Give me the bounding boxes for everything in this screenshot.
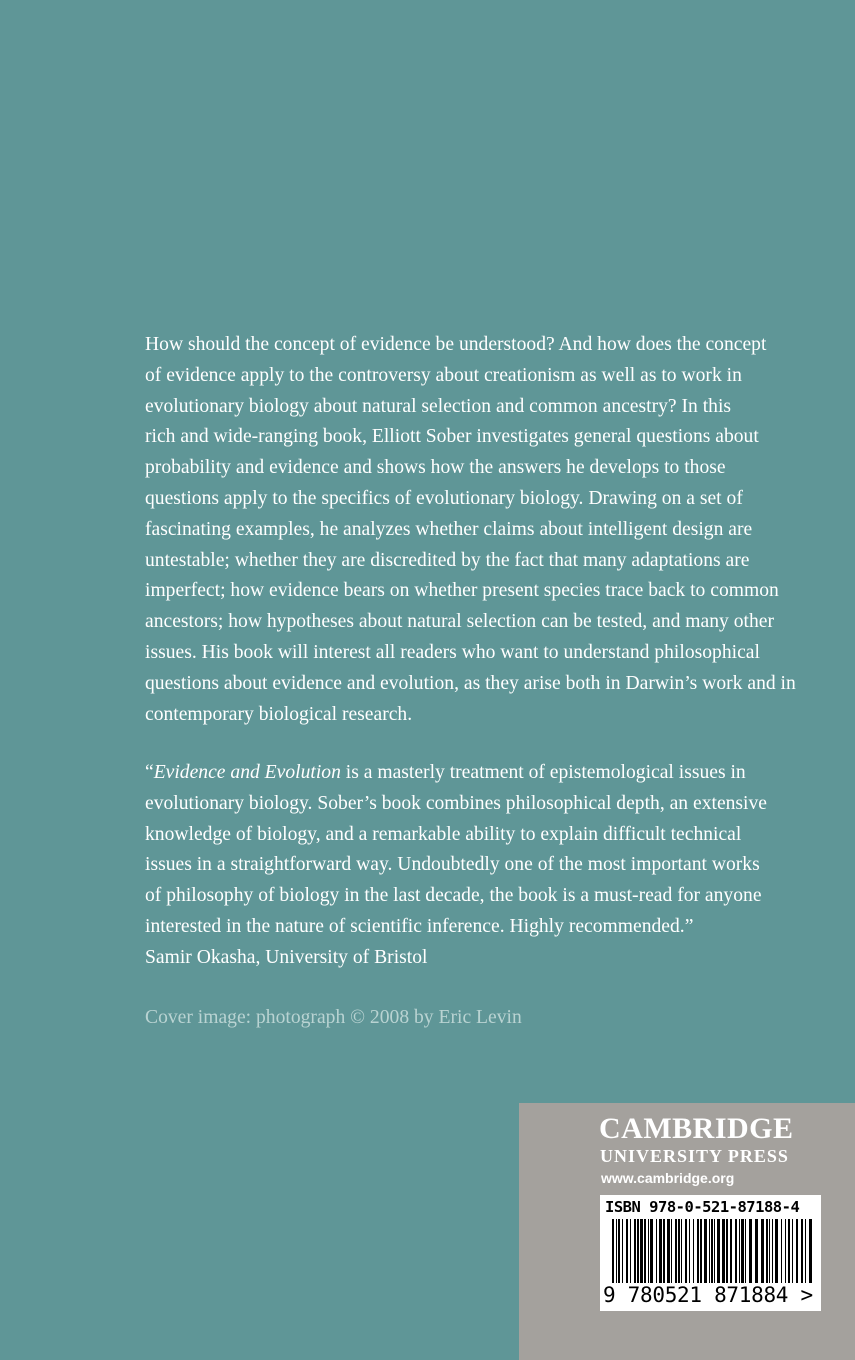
barcode-digits: 9 780521 871884 > xyxy=(603,1283,813,1307)
barcode-bar xyxy=(650,1219,653,1283)
barcode-bar xyxy=(726,1219,728,1283)
barcode-bar xyxy=(622,1219,623,1283)
barcode-bar xyxy=(735,1219,737,1283)
barcode-bar xyxy=(704,1219,707,1283)
barcode-bar xyxy=(663,1219,665,1283)
barcode-bar xyxy=(730,1219,732,1283)
barcode-bar xyxy=(697,1219,699,1283)
barcode-bar xyxy=(788,1219,790,1283)
barcode-bar xyxy=(700,1219,702,1283)
barcode-bar xyxy=(766,1219,768,1283)
barcode-bar xyxy=(685,1219,687,1283)
barcode-bar xyxy=(745,1219,746,1283)
blurb-line: questions about evidence and evolution, as they arise both in Darwin’s work and in xyxy=(145,672,796,694)
isbn-number: ISBN 978-0-521-87188-4 xyxy=(605,1198,800,1216)
barcode-bar xyxy=(809,1219,812,1283)
blurb-line: How should the concept of evidence be understood? And how does the concept xyxy=(145,334,767,355)
barcode-bar xyxy=(634,1219,636,1283)
barcode-bar xyxy=(618,1219,620,1283)
barcode-bar xyxy=(671,1219,672,1283)
publisher-name: CAMBRIDGE xyxy=(599,1112,794,1145)
barcode-bar xyxy=(612,1219,614,1283)
barcode-bar xyxy=(689,1219,690,1283)
barcode-bar xyxy=(630,1219,631,1283)
barcode-bar xyxy=(722,1219,725,1283)
barcode-icon xyxy=(612,1219,812,1283)
barcode-bar xyxy=(667,1219,670,1283)
barcode-bar xyxy=(678,1219,680,1283)
blurb-line: probability and evidence and shows how the answers he develops to those xyxy=(145,457,726,479)
quote-open-mark: “ xyxy=(145,762,154,783)
barcode-bar xyxy=(714,1219,715,1283)
quote-first-line xyxy=(145,758,845,789)
blurb-line: issues. His book will interest all readers who want to understand philosophical xyxy=(145,641,760,663)
barcode-bar xyxy=(675,1219,677,1283)
barcode-bar xyxy=(626,1219,628,1283)
barcode-bar xyxy=(739,1219,740,1283)
blurb-line: evolutionary biology about natural selection and common ancestry? In this xyxy=(145,395,732,417)
publisher-panel xyxy=(519,1103,855,1360)
barcode-label xyxy=(600,1195,821,1311)
barcode-bar xyxy=(693,1219,694,1283)
barcode-bar xyxy=(755,1219,758,1283)
blurb-line: imperfect; how evidence bears on whether present species trace back to common xyxy=(145,580,779,602)
barcode-bar xyxy=(805,1219,806,1283)
barcode-bar xyxy=(772,1219,773,1283)
barcode-bar xyxy=(781,1219,782,1283)
barcode-bar xyxy=(769,1219,770,1283)
blurb-line: questions apply to the specifics of evolutionary biology. Drawing on a set of xyxy=(145,487,743,509)
publisher-subtitle: UNIVERSITY PRESS xyxy=(600,1146,789,1166)
publisher-url: www.cambridge.org xyxy=(601,1170,735,1186)
quote-line: issues in a straightforward way. Undoubtedly one of the most important works xyxy=(145,854,760,876)
barcode-bar xyxy=(785,1219,786,1283)
barcode-bar xyxy=(659,1219,662,1283)
description-blurb xyxy=(145,330,845,730)
review-quote xyxy=(145,758,845,974)
barcode-bar xyxy=(640,1219,643,1283)
blurb-line: of evidence apply to the controversy about creationism as well as to work in xyxy=(145,364,742,386)
barcode-bar xyxy=(711,1219,713,1283)
barcode-bar xyxy=(761,1219,764,1283)
quote-line: interested in the nature of scientific inference. Highly recommended.” xyxy=(145,915,694,937)
quote-attribution: Samir Okasha, University of Bristol xyxy=(145,946,428,968)
blurb-line: untestable; whether they are discredited by the fact that many adaptations are xyxy=(145,549,750,571)
quote-line: of philosophy of biology in the last decade, the book is a must-read for anyone xyxy=(145,885,762,907)
barcode-bar xyxy=(801,1219,803,1283)
blurb-line: fascinating examples, he analyzes whether claims about intelligent design are xyxy=(145,518,753,540)
barcode-bar xyxy=(648,1219,649,1283)
blurb-line: ancestors; how hypotheses about natural selection can be tested, and many other xyxy=(145,611,774,633)
quote-line: evolutionary biology. Sober’s book combines philosophical depth, an extensive xyxy=(145,792,767,814)
quote-book-title: Evidence and Evolution xyxy=(153,762,341,783)
barcode-bar xyxy=(656,1219,657,1283)
barcode-bar xyxy=(644,1219,646,1283)
barcode-bar xyxy=(616,1219,617,1283)
cover-image-credit: Cover image: photograph © 2008 by Eric Levin xyxy=(145,1007,522,1028)
description-paragraph xyxy=(145,330,845,730)
barcode-bar xyxy=(796,1219,798,1283)
barcode-bar xyxy=(637,1219,639,1283)
barcode-bar xyxy=(709,1219,710,1283)
barcode-bar xyxy=(775,1219,778,1283)
barcode-bar xyxy=(717,1219,720,1283)
barcode-bar xyxy=(741,1219,744,1283)
quote-first-line-rest: is a masterly treatment of epistemological issues in xyxy=(340,762,746,783)
blurb-line: rich and wide-ranging book, Elliott Sober investigates general questions about xyxy=(145,426,759,448)
barcode-bar xyxy=(792,1219,793,1283)
barcode-bar xyxy=(749,1219,752,1283)
quote-line: knowledge of biology, and a remarkable ability to explain difficult technical xyxy=(145,823,742,845)
barcode-bar xyxy=(681,1219,682,1283)
blurb-line: contemporary biological research. xyxy=(145,703,413,725)
